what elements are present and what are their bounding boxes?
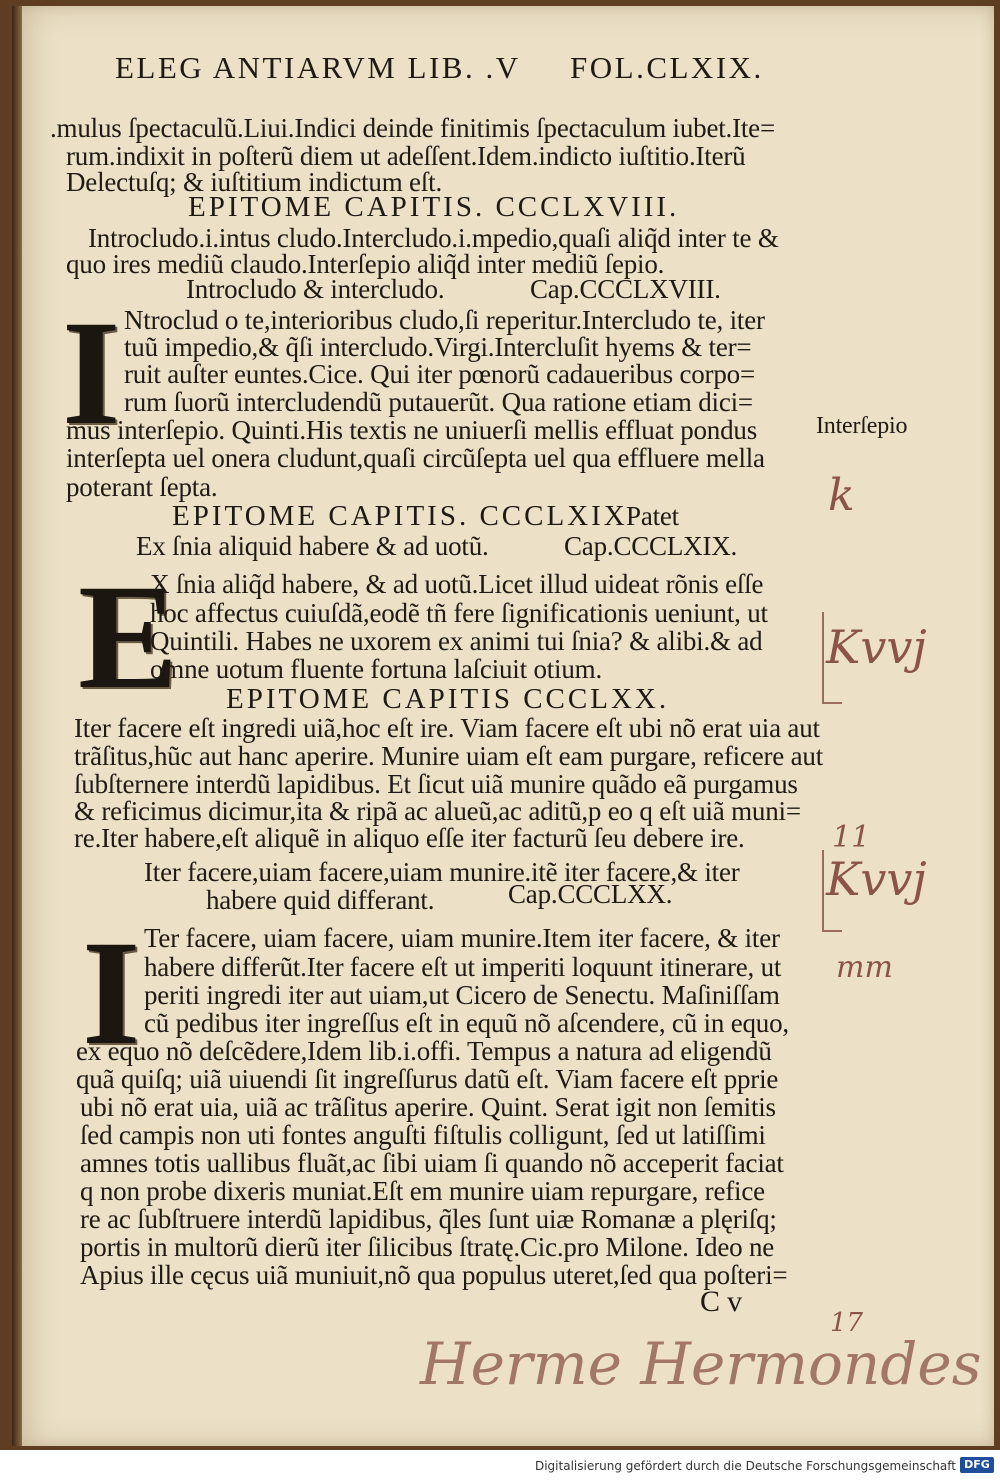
digitization-credit: Digitalisierung gefördert durch die Deutsche Forschungsgemeinschaft [534,1459,956,1473]
text-line: mus interſepio. Quinti.His textis ne uniuerſi mellis effluat pondus [66,415,758,445]
text-line: trãſitus,hũc aut hanc aperire. Munire uiam eſt eam purgare, reficere aut [74,741,823,771]
text-line: X ſnia aliq̃d habere, & ad uotũ.Licet illud uideat rõnis eſſe [150,569,764,599]
chapter-subtitle: habere quid differant. [206,885,435,915]
margin-bracket [822,612,842,704]
text-line: re.Iter habere,eſt aliquẽ in aliquo eſſe iter facturũ ſeu debere ire. [74,823,745,853]
text-line: ſed campis non uti fontes anguſti fiſtulis colligunt, ſed ut latiſſimi [80,1120,766,1150]
text-line: poterant ſepta. [66,472,218,502]
text-line: amnes totis uallibus fluãt,ac ſibi uiam ſi quando nõ acceperit faciat [80,1148,784,1178]
drop-cap-initial: E [78,554,179,720]
text-line: portis in multorũ dierũ iter ſilicibus ſtratę.Cic.pro Milone. Ideo ne [80,1232,775,1262]
text-line: Iter facere eſt ingredi uiã,hoc eſt ire. Viam facere eſt ubi nõ erat uia aut [74,713,820,743]
folio-number: FOL.CLXIX. [570,50,764,85]
text-line: ubi nõ erat uia, uiã ac trãſitus aperire. Quint. Serat igit non ſemitis [80,1092,776,1122]
chapter-heading: EPITOME CAPITIS CCCLXX. [226,683,670,715]
margin-note: Interſepio [816,413,908,439]
handwritten-mark: Kvvj [826,852,927,906]
text-line: cũ pedibus iter ingreſſus eſt in equũ nõ aſcendere, cũ in equo, [144,1008,789,1038]
page-gutter [12,6,22,1446]
chapter-number: Cap.CCCLXX. [508,879,673,909]
chapter-subtitle: Iter facere,uiam facere,uiam munire.itẽ iter facere,& iter [144,857,740,887]
text-line: quã quiſq; uiã uiuendi ſit ingreſſurus datũ eſt. Viam facere eſt pprie [76,1064,779,1094]
text-line: ſubſternere interdũ lapidibus. Et ſicut uiã munire quãdo eã purgamus [74,769,798,799]
text-line: hoc affectus cuiuſdã,eodẽ tñ fere ſignificationis ueniunt, ut [150,598,768,628]
text-line: Delectuſq; & iuſtitium indictum eſt. [66,167,442,197]
chapter-number: Cap.CCCLXVIII. [530,274,721,304]
text-line: ex equo nõ deſcẽdere,Idem lib.i.offi. Tempus a natura ad eligendũ [76,1036,772,1066]
text-line: periti ingredi iter aut uiam,ut Cicero de Senectu. Maſiniſſam [144,980,780,1010]
text-line: quo ires mediũ claudo.Interſepio aliq̃d inter mediũ ſepio. [66,249,665,279]
text-line: Introcludo.i.intus cludo.Intercludo.i.mpedio,quaſi aliq̃d inter te & [88,223,779,253]
drop-cap-initial: I [82,910,141,1076]
signature-mark: C v [700,1285,742,1318]
text-line: Patet [626,501,679,531]
text-line: Ntroclud o te,interioribus cludo,ſi reperitur.Intercludo te, iter [124,305,765,335]
text-line: Ter facere, uiam facere, uiam munire.Item iter facere, & iter [144,923,780,953]
dfg-logo-icon: DFG [960,1457,994,1473]
chapter-heading: EPITOME CAPITIS. CCCLXIX [172,500,628,532]
text-line: Quintili. Habes ne uxorem ex animi tui ſnia? & alibi.& ad [150,626,763,656]
handwritten-mark: 17 [830,1308,864,1338]
running-title: ELEG ANTIARVM LIB. .V [115,50,521,85]
text-line: .mulus ſpectaculũ.Liui.Indici deinde finitimis ſpectaculum iubet.Ite= [50,113,775,143]
text-line: re ac ſubſtruere interdũ lapidibus, q̃les ſunt uiæ Romanæ a plęriſq; [80,1204,777,1234]
text-line: rum ſuorũ intercludendũ putauerũt. Qua ratione etiam dici= [124,387,753,417]
footer-bar [0,1450,1000,1482]
chapter-subtitle: Introcludo & intercludo. [186,274,445,304]
text-line: q non probe dixeris muniat.Eſt em munire uiam repurgare, refice [80,1176,765,1206]
text-line: & reficimus dicimur,ita & ripã ac alueũ,ac aditũ,p eo q eſt uiã muni= [74,796,801,826]
chapter-subtitle: Ex ſnia aliquid habere & ad uotũ. [136,531,489,561]
margin-bracket [822,850,842,932]
handwritten-inscription: Herme Hermondes [420,1330,982,1398]
chapter-heading: EPITOME CAPITIS. CCCLXVIII. [188,191,680,223]
handwritten-mark: Kvvj [826,620,927,674]
text-line: omne uotum fluente fortuna laſciuit otium. [150,654,602,684]
chapter-number: Cap.CCCLXIX. [564,531,738,561]
text-line: rum.indixit in poſterũ diem ut adeſſent.Idem.indicto iuſtitio.Iterũ [66,141,746,171]
drop-cap-initial: I [62,290,121,456]
text-line: interſepta uel onera cludunt,quaſi circũſepta uel qua effluere mella [66,443,765,473]
text-line: habere differũt.Iter facere eſt ut imperiti loquunt itinerare, ut [144,952,782,982]
handwritten-mark: k [828,470,855,521]
text-line: Apius ille cęcus uiã muniuit,nõ qua populus uteret,ſed qua poſteri= [80,1260,788,1290]
handwritten-mark: mm [836,950,893,985]
handwritten-mark: 11 [832,820,871,855]
text-line: tuũ impedio,& q̃ſi intercludo.Virgi.Intercluſit hyems & ter= [124,332,752,362]
text-line: ruit auſter euntes.Cice. Qui iter pœnorũ cadaueribus corpo= [124,359,755,389]
